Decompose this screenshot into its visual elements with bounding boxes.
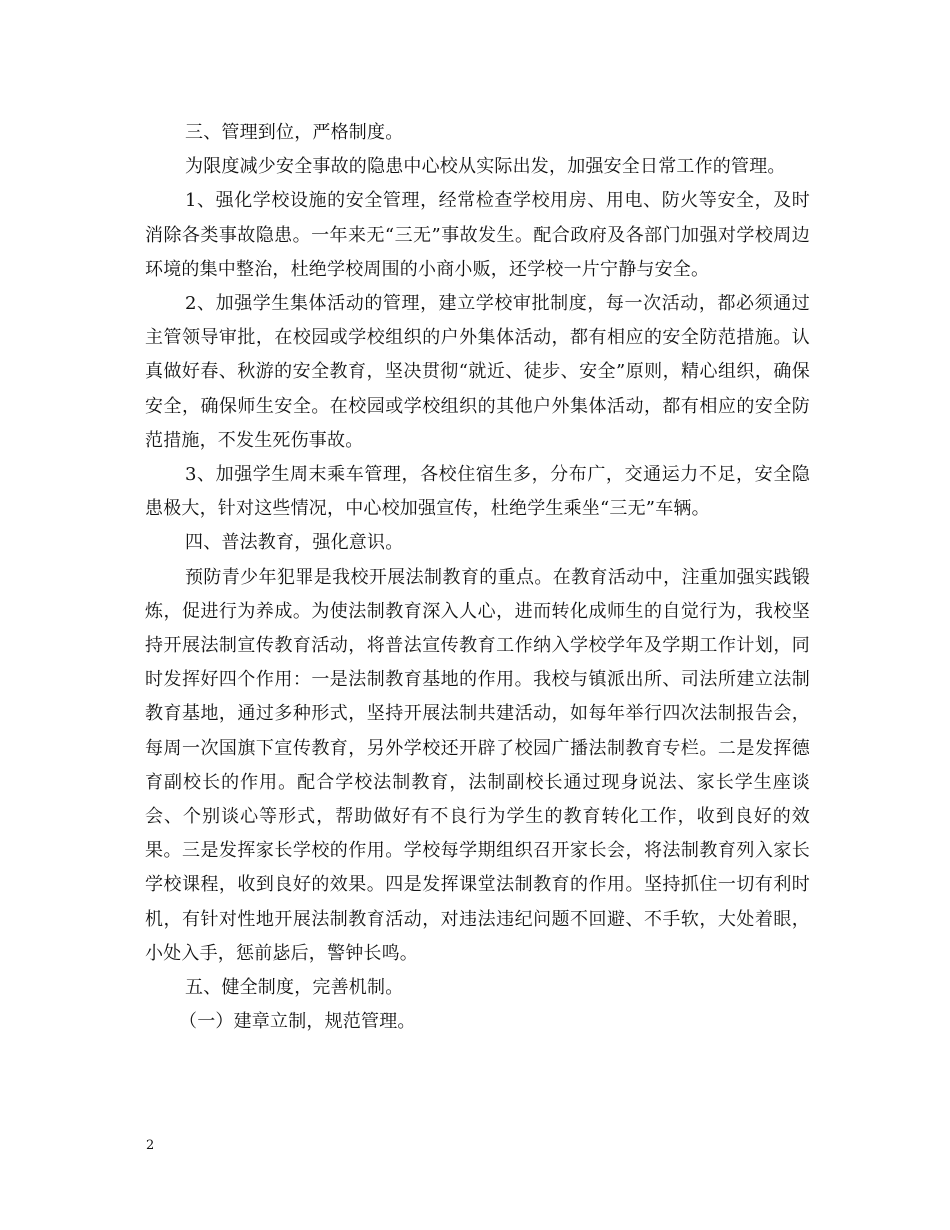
paragraph-item-2: 2、加强学生集体活动的管理，建立学校审批制度，每一次活动，都必须通过主管领导审批，在校园或学校组织的户外集体活动，都有相应的安全防范措施。认真做好春、秋游的安全教育，坚决贯彻“就近、徒步、安全”原则，精心组织，确保安全，确保师生安全。在校园或学校组织的其他户外集体活动，都有相应的安全防范措施，不发生死伤事故。: [145, 293, 810, 451]
paragraph-intro: 为限度减少安全事故的隐患中心校从实际出发，加强安全日常工作的管理。: [185, 156, 786, 178]
document-body: [145, 116, 810, 1039]
section-heading-3: 三、管理到位，严格制度。: [185, 122, 404, 143]
page-number: 2: [146, 1138, 155, 1153]
subsection-heading-1: （一）建章立制，规范管理。: [179, 1011, 416, 1033]
section-heading-5: 五、健全制度，完善机制。: [185, 977, 404, 999]
paragraph-item-1: 1、强化学校设施的安全管理，经常检查学校用房、用电、防火等安全，及时消除各类事故隐患。一年来无“三无”事故发生。配合政府及各部门加强对学校周边环境的集中整治，杜绝学校周围的小商小贩，还学校一片宁静与安全。: [145, 190, 810, 280]
paragraph-law-education: 预防青少年犯罪是我校开展法制教育的重点。在教育活动中，注重加强实践锻炼，促进行为养成。为使法制教育深入人心，进而转化成师生的自觉行为，我校坚持开展法制宣传教育活动，将普法宣传教育工作纳入学校学年及学期工作计划，同时发挥好四个作用：一是法制教育基地的作用。我校与镇派出所、司法所建立法制教育基地，通过多种形式，坚持开展法制共建活动，如每年举行四次法制报告会，每周一次国旗下宣传教育，另外学校还开辟了校园广播法制教育专栏。二是发挥德育副校长的作用。配合学校法制教育，法制副校长通过现身说法、家长学生座谈会、个别谈心等形式，帮助做好有不良行为学生的教育转化工作，收到良好的效果。三是发挥家长学校的作用。学校每学期组织召开家长会，将法制教育列入家长学校课程，收到良好的效果。四是发挥课堂法制教育的作用。坚持抓住一切有利时机，有针对性地开展法制教育活动，对违法违纪问题不回避、不手软，大处着眼，小处入手，惩前毖后，警钟长鸣。: [145, 566, 810, 964]
section-heading-4: 四、普法教育，强化意识。: [185, 532, 404, 554]
paragraph-item-3: 3、加强学生周末乘车管理，各校住宿生多，分布广，交通运力不足，安全隐患极大，针对这些情况，中心校加强宣传，杜绝学生乘坐“三无”车辆。: [145, 464, 810, 520]
